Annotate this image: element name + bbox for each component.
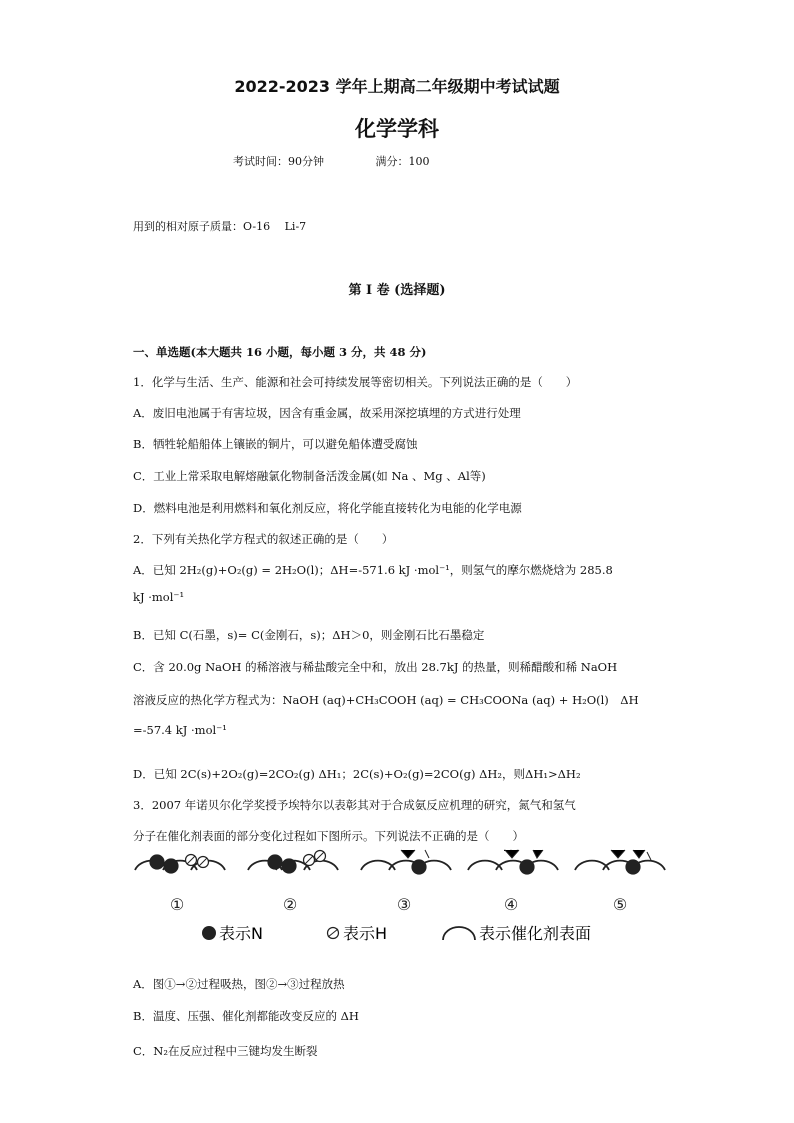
q2-option-c-line3: =-57.4 kJ ·mol⁻¹ [133, 723, 227, 737]
subject-title: 化学学科 [355, 117, 439, 141]
q1-option-d: D．燃料电池是利用燃料和氧化剂反应，将化学能直接转化为电能的化学电源 [133, 501, 522, 515]
q1-stem: 1．化学与生活、生产、能源和社会可持续发展等密切相关。下列说法正确的是（ ） [133, 375, 578, 389]
catalyst-surface-icon [443, 927, 475, 940]
step-label-5: ⑤ [612, 895, 628, 914]
exam-title: 2022-2023 学年上期高二年级期中考试试题 [234, 77, 560, 96]
q2-option-a-line2: kJ ·mol⁻¹ [133, 590, 185, 604]
step-label-2: ② [282, 895, 298, 914]
q3-option-c: C．N₂在反应过程中三键均发生断裂 [133, 1044, 318, 1058]
q2-option-b: B．已知 C(石墨，s)= C(金刚石，s)；ΔH＞0，则金刚石比石墨稳定 [133, 628, 485, 642]
svg-text:· · ·: · · · [503, 848, 519, 857]
q1-option-c: C．工业上常采取电解熔融氯化物制备活泼金属(如 Na 、Mg 、Al等) [133, 469, 486, 483]
q2-option-c-line1: C．含 20.0g NaOH 的稀溶液与稀盐酸完全中和，放出 28.7kJ 的热量，则稀醋酸和稀 NaOH [133, 660, 618, 674]
exam-meta [233, 153, 430, 169]
step-label-1: ① [169, 895, 185, 914]
q3-option-a: A．图①→②过程吸热，图②→③过程放热 [133, 977, 345, 991]
legend-surface: 表示催化剂表面 [479, 924, 592, 943]
catalysis-diagram [133, 848, 678, 948]
q2-stem: 2．下列有关热化学方程式的叙述正确的是（ ） [133, 532, 394, 546]
q2-option-d: D．已知 2C(s)+2O₂(g)=2CO₂(g) ΔH₁；2C(s)+O₂(g)=2CO(g) ΔH₂，则ΔH₁>ΔH₂ [133, 767, 581, 781]
q2-option-a-line1: A．已知 2H₂(g)+O₂(g) = 2H₂O(l)；ΔH=-571.6 kJ ·mol⁻¹，则氢气的摩尔燃烧焓为 285.8 [133, 563, 613, 577]
q1-option-a: A．废旧电池属于有害垃圾，因含有重金属，故采用深挖填埋的方式进行处理 [133, 406, 521, 420]
part-one-heading: 一、单选题(本大题共 16 小题，每小题 3 分，共 48 分) [133, 345, 427, 359]
volume-title: 第 I 卷 (选择题) [348, 283, 446, 298]
step-label-4: ④ [503, 895, 519, 914]
catalysis-figure [133, 848, 678, 952]
q1-option-b: B．牺牲轮船船体上镶嵌的铜片，可以避免船体遭受腐蚀 [133, 437, 418, 451]
q3-stem-line1: 3．2007 年诺贝尔化学奖授予埃特尔以表彰其对于合成氨反应机理的研究，氮气和氢气 [133, 798, 576, 812]
q3-option-b: B．温度、压强、催化剂都能改变反应的 ΔH [133, 1009, 359, 1023]
q2-option-c-line2: 溶液反应的热化学方程式为：NaOH (aq)+CH₃COOH (aq) = CH₃COONa (aq) + H₂O(l) ΔH [133, 693, 639, 707]
exam-score: 满分：100 [375, 155, 430, 168]
legend-n: 表示N [219, 924, 263, 943]
legend-h: 表示H [343, 924, 388, 943]
q3-stem-line2: 分子在催化剂表面的部分变化过程如下图所示。下列说法不正确的是（ ） [133, 829, 524, 843]
exam-time: 考试时间：90分钟 [233, 155, 324, 168]
step-label-3: ③ [396, 895, 412, 914]
nitrogen-legend-icon [202, 926, 216, 940]
atomic-masses: 用到的相对原子质量：O-16 Li-7 [133, 220, 307, 233]
